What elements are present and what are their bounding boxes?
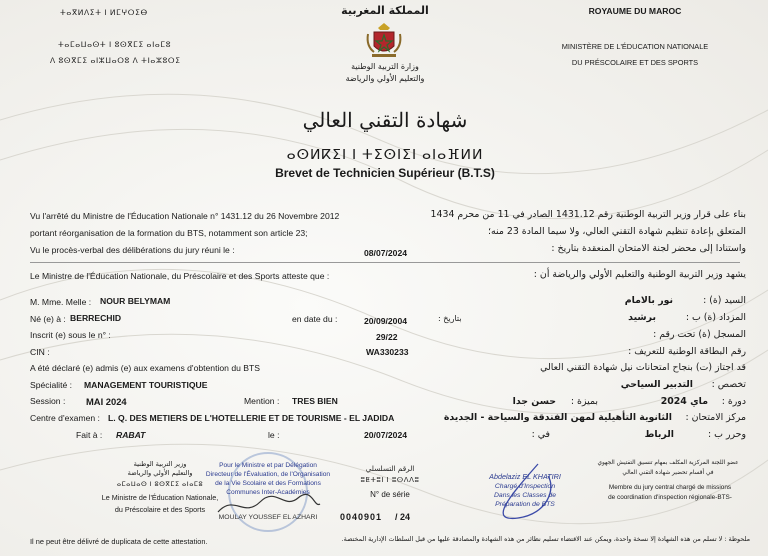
header-kingdom-ar: المملكة المغربية [341,4,429,17]
born-ar-date-label: بتاريخ : [438,314,462,323]
le-value: 20/07/2024 [364,430,408,440]
fait-label: Fait à : [76,430,103,440]
serial-value: 0040901 [340,512,383,522]
fait-ar-label: وحرر ب : [708,429,746,440]
min-fr-1: Le Ministre de l'Éducation Nationale, [101,493,219,502]
centre-ar-label: مركز الامتحان : [685,412,746,423]
header-ministry-ar-1: وزارة التربية الوطنية [351,62,419,71]
mention-value: TRES BIEN [292,396,338,406]
min-tif: ⴰⵎⴰⵡⴰⵙ ⵏ ⵓⵙⴳⵎⵉ ⴰⵏⴰⵎⵓ [116,481,204,488]
serial-ar: الرقم التسلسلي [365,464,415,473]
jury-date: 08/07/2024 [364,248,408,258]
deleg-4: Communes Inter-Académies [226,489,310,496]
inscrit-label: Inscrit (e) sous le n° : [30,330,111,340]
centre-value: L. Q. DES METIERS DE L'HOTELLERIE ET DE TOURISME - EL JADIDA [108,413,395,423]
centre-ar-value: الثانوية التأهيلية لمهن الفندقة والسياحة - الجديدة [443,412,672,423]
name-value: NOUR BELYMAM [100,296,171,306]
min-fr-2: du Préscolaire et des Sports [114,505,206,514]
name-label: M. Mme. Melle : [30,297,92,307]
inscrit-ar-label: المسجل (ة) تحت رقم : [653,329,746,340]
coat-of-arms-icon [364,20,404,60]
title-tifinagh: ⴰⵙⵍⴽⵉⵏ ⵏ ⵜⵉⵙⵏⵉⵏ ⴰⵏⴰⴼⵍⵍ [286,146,484,162]
fait-value: RABAT [116,430,146,440]
session-value: MAI 2024 [86,396,127,407]
session-ar-value: ماي 2024 [660,396,708,407]
divider [30,262,740,263]
le-label: le : [268,430,280,440]
born-ar-label: المزداد (ة) ب : [685,312,746,323]
preamble-fr-3: Vu le procès-verbal des délibérations du jury réuni le : [30,245,235,255]
mention-ar-value: حسن جدا [512,396,556,407]
inspector-line-1: Chargé d'Inspection [494,483,556,490]
title-french: Brevet de Technicien Supérieur (B.T.S) [275,166,495,180]
admis-fr: A été déclaré (e) admis (e) aux examens d'obtention du BTS [30,363,260,373]
name-ar-value: نور بالامام [624,295,673,306]
session-ar-label: دورة : [721,396,746,407]
spec-ar-label: تخصص : [711,379,746,390]
mention-label: Mention : [244,396,280,406]
preamble-ar-3: واستنادا إلى محضر لجنة الامتحان المنعقدة بتاريخ : [551,243,746,254]
preamble-ar-2: المتعلق بإعادة تنظيم شهادة التقني العالي، ولا سيما المادة 23 منه؛ [488,226,746,237]
footer-ar: ملحوظة : لا تسلم من هذه الشهادة إلا نسخة واحدة، ويمكن عند الاقتضاء تسليم نظائر من هذه الشهادة والمصادقة عليها من قبل السلطات الإدارية المختصة. [341,535,750,543]
footer-fr: Il ne peut être délivré de duplicata de cette attestation. [30,537,208,546]
fait-ar-value: الرباط [644,429,674,440]
serial-tif: ⵓⵟⵜⵓⵏ ⵏ ⵓⵙⴷⴷⵓ [360,477,420,484]
header-ministry-fr-2: DU PRÉSCOLAIRE ET DES SPORTS [571,58,699,67]
born-date: 20/09/2004 [364,316,408,326]
header-ministry-ar-2: والتعليم الأولي والرياضة [345,74,425,83]
deleg-name: MOULAY YOUSSEF EL AZHARI [218,514,318,521]
preamble-ar-1: بناء على قرار وزير التربية الوطنية رقم 1431.12 الصادر في 11 من محرم 1434 [430,209,746,220]
jury-ar-1: عضو اللجنة المركزية المكلف بمهام تنسيق التفتيش الجهوي [597,460,739,466]
born-value: BERRECHID [70,313,122,323]
jury-ar-2: في أقسام تحضير شهادة التقني العالي [622,470,714,476]
inspector-line-2: Dans les Classes de [494,492,556,499]
inspector-line-3: Préparation de BTS [495,501,555,508]
serial-suffix: / 24 [395,512,411,522]
fait-ar-date-label: في : [531,429,550,440]
title-arabic: شهادة التقني العالي [302,108,468,132]
name-ar-label: السيد (ة) : [703,295,746,306]
header-kingdom-fr: ROYAUME DU MAROC [588,6,682,16]
serial-label: N° de série [370,490,410,499]
spec-ar-value: التدبير السياحي [620,379,693,390]
min-ar-1: وزير التربية الوطنية [133,460,187,468]
deleg-3: de la Vie Scolaire et des Formations [215,480,321,487]
cin-value: WA330233 [366,347,409,357]
cin-ar-label: رقم البطاقة الوطنية للتعريف : [628,346,746,357]
session-label: Session : [30,396,66,406]
inspector-name: Abdelaziz EL KHATIRI [489,472,561,481]
attest-ar: يشهد وزير التربية الوطنية والتعليم الأولي والرياضة أن : [533,269,746,280]
jury-fr-1: Membre du jury central chargé de missions [608,484,732,491]
admis-ar: قد اجتاز (ت) بنجاح امتحانات نيل شهادة التقني العالي [540,362,746,373]
cin-label: CIN : [30,347,50,357]
centre-label: Centre d'examen : [30,413,100,423]
preamble-fr-1: Vu l'arrêté du Ministre de l'Éducation Nationale n° 1431.12 du 26 Novembre 2012 [30,211,340,221]
born-ar-value: برشيد [628,312,656,323]
deleg-1: Pour le Ministre et par Délégation [219,462,317,469]
spec-label: Spécialité : [30,380,73,390]
jury-fr-2: de coordination d'inspection régionale-BTS- [608,494,732,501]
header-tifinagh-3: ⴷ ⵓⵙⴳⵎⵉ ⴰⵏⵣⵡⴰⵔⵓ ⴷ ⵜⵏⴰⵣⵓⵔⵉ [50,56,181,65]
min-ar-2: والتعليم الأولي والرياضة [127,469,193,477]
deleg-2: Directeur de l'Évaluation, de l'Organisation [205,471,331,478]
born-on-label: en date du : [292,314,338,324]
header-tifinagh-1: ⵜⴰⴳⵍⴷⵉⵜ ⵏ ⵍⵎⵖⵔⵉⴱ [60,8,148,17]
attest-fr: Le Ministre de l'Éducation Nationale, du Préscolaire et des Sports atteste que : [30,271,330,281]
born-label: Né (e) à : [30,314,66,324]
spec-value: MANAGEMENT TOURISTIQUE [84,380,208,390]
header-tifinagh-2: ⵜⴰⵎⴰⵡⴰⵙⵜ ⵏ ⵓⵙⴳⵎⵉ ⴰⵏⴰⵎⵓ [58,40,172,49]
inscrit-value: 29/22 [376,332,398,342]
preamble-fr-2: portant réorganisation de la formation du BTS, notamment son article 23; [30,228,308,238]
mention-ar-label: بميزة : [570,396,598,407]
header-ministry-fr-1: MINISTÈRE DE L'ÉDUCATION NATIONALE [561,42,709,51]
